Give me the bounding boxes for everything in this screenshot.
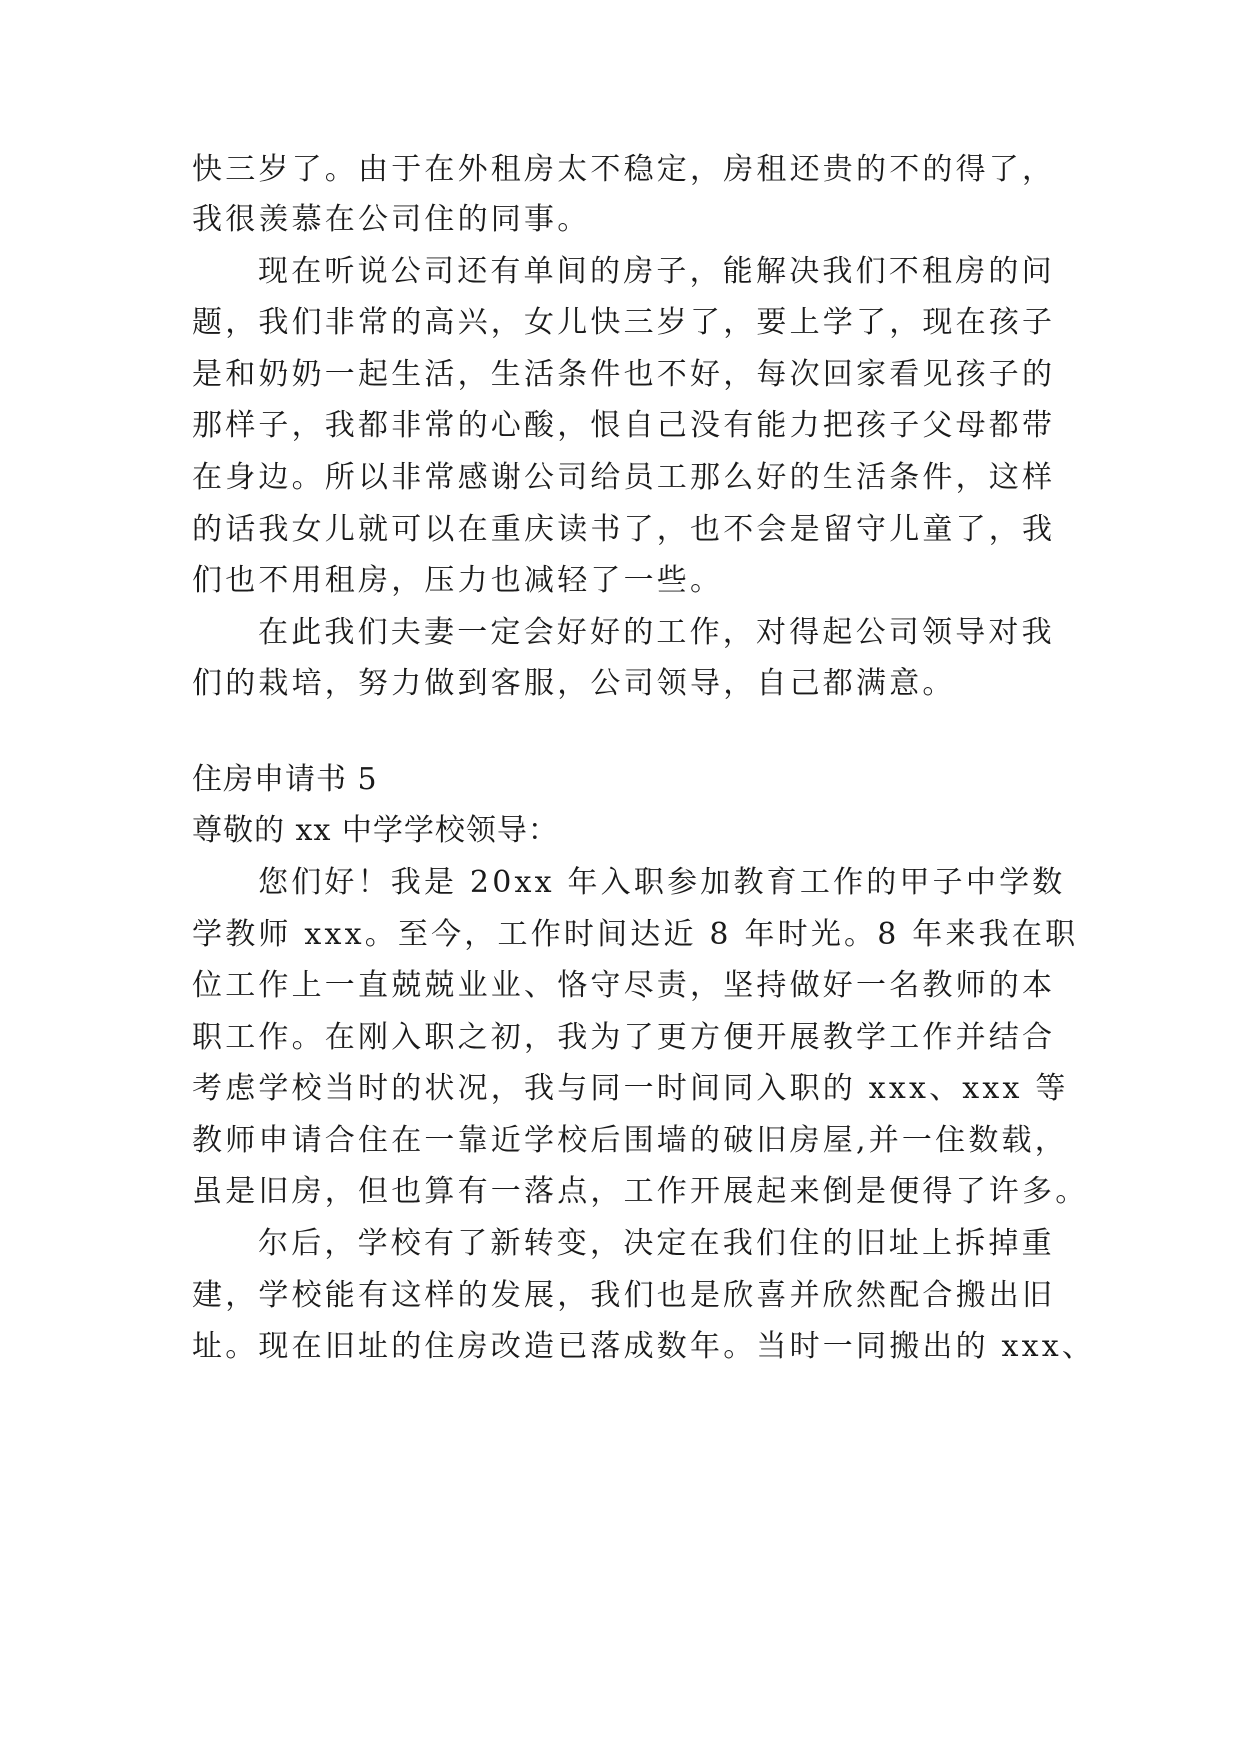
section-title: 住房申请书 5 xyxy=(192,762,378,797)
text-line: 位工作上一直兢兢业业、恪守尽责，坚持做好一名教师的本 xyxy=(192,968,1056,1003)
text-line: 们也不用租房，压力也减轻了一些。 xyxy=(192,563,724,598)
text-line: 虽是旧房，但也算有一落点，工作开展起来倒是便得了许多。 xyxy=(192,1174,1089,1209)
text-line: 址。现在旧址的住房改造已落成数年。当时一同搬出的 xxx、 xyxy=(192,1329,1096,1364)
text-line: 在此我们夫妻一定会好好的工作，对得起公司领导对我 xyxy=(258,615,1055,650)
text-line: 我很羡慕在公司住的同事。 xyxy=(192,202,591,237)
text-line: 的话我女儿就可以在重庆读书了，也不会是留守儿童了，我 xyxy=(192,512,1056,547)
text-line: 那样子，我都非常的心酸，恨自己没有能力把孩子父母都带 xyxy=(192,408,1056,443)
text-line: 教师申请合住在一靠近学校后围墙的破旧房屋,并一住数载， xyxy=(192,1123,1068,1158)
salutation: 尊敬的 xx 中学学校领导： xyxy=(192,813,559,848)
text-line: 题，我们非常的高兴，女儿快三岁了，要上学了，现在孩子 xyxy=(192,305,1056,340)
text-line: 学教师 xxx。至今，工作时间达近 8 年时光。8 年来我在职 xyxy=(192,917,1079,952)
text-line: 在身边。所以非常感谢公司给员工那么好的生活条件，这样 xyxy=(192,460,1056,495)
text-line: 快三岁了。由于在外租房太不稳定，房租还贵的不的得了， xyxy=(192,152,1056,187)
text-line: 建，学校能有这样的发展，我们也是欣喜并欣然配合搬出旧 xyxy=(192,1278,1056,1313)
text-line: 职工作。在刚入职之初，我为了更方便开展教学工作并结合 xyxy=(192,1020,1056,1055)
text-line: 们的栽培，努力做到客服，公司领导，自己都满意。 xyxy=(192,666,956,701)
text-line: 尔后，学校有了新转变，决定在我们住的旧址上拆掉重 xyxy=(258,1226,1055,1261)
text-line: 您们好！我是 20xx 年入职参加教育工作的甲子中学数 xyxy=(258,865,1066,900)
text-line: 现在听说公司还有单间的房子，能解决我们不租房的问 xyxy=(258,254,1055,289)
text-line: 考虑学校当时的状况，我与同一时间同入职的 xxx、xxx 等 xyxy=(192,1071,1069,1106)
text-line: 是和奶奶一起生活，生活条件也不好，每次回家看见孩子的 xyxy=(192,357,1056,392)
